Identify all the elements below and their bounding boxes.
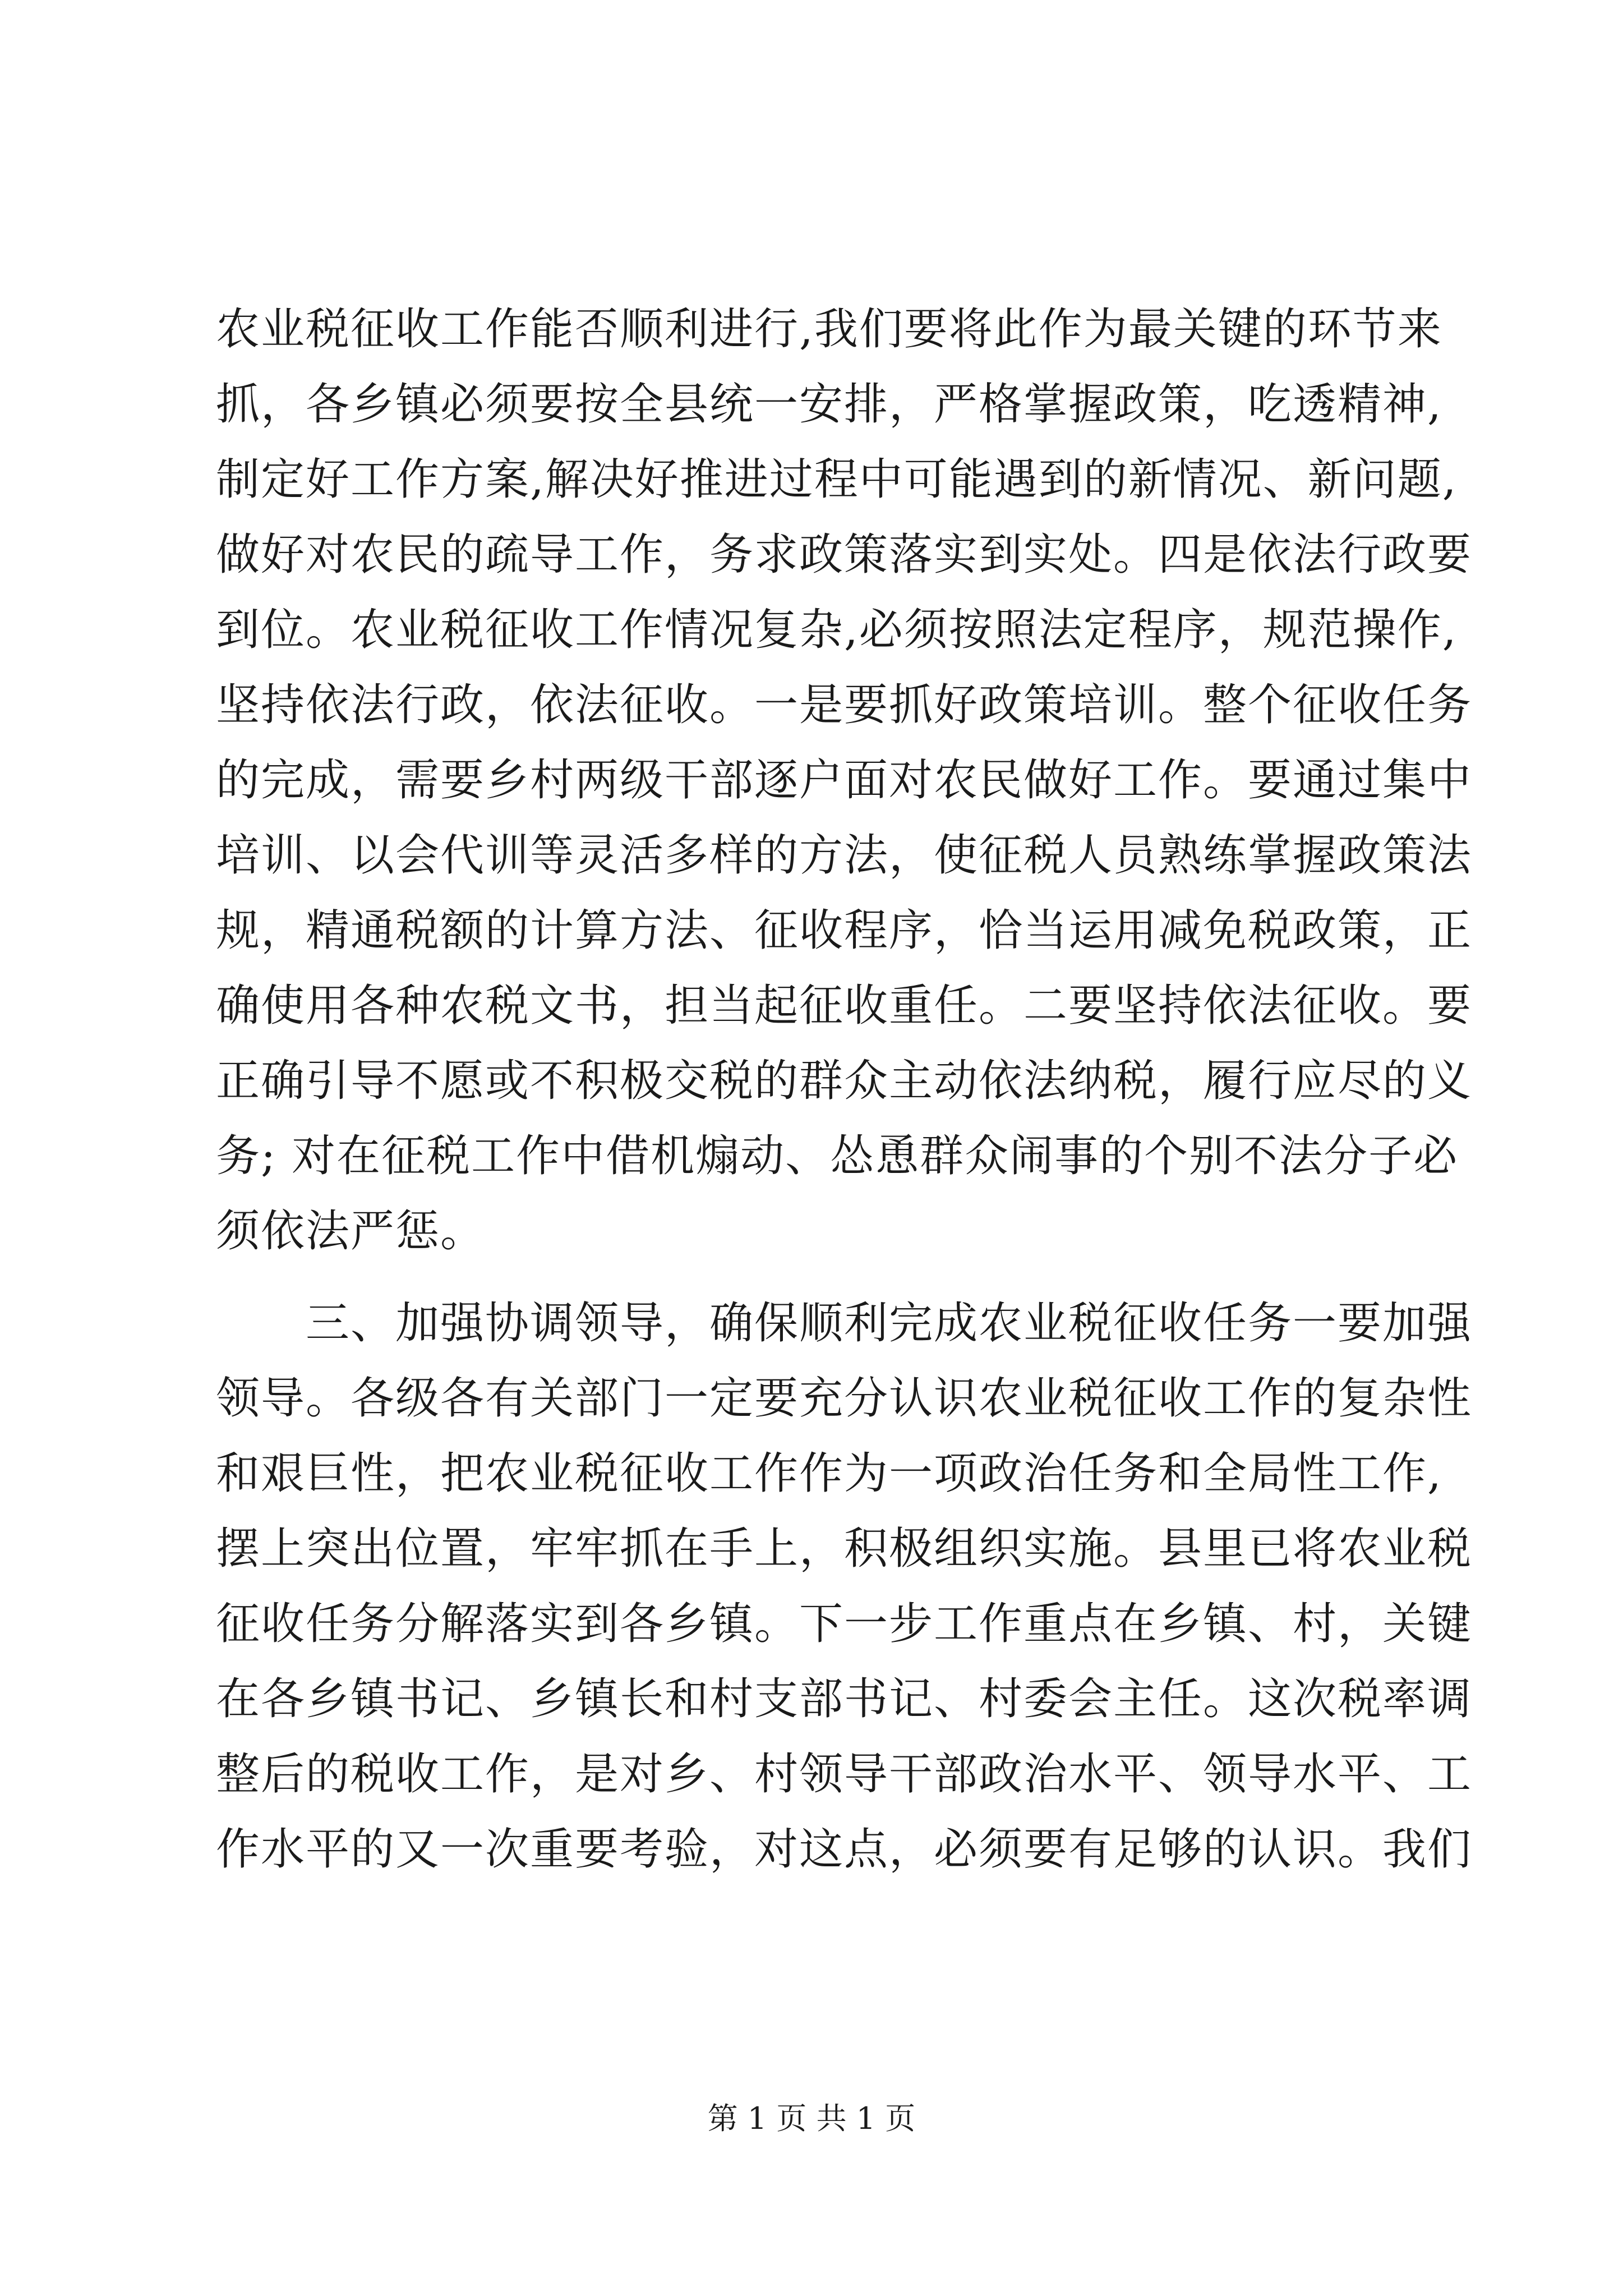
text-line: 和艰巨性，把农业税征收工作作为一项政治任务和全局性工作,: [216, 1448, 1442, 1499]
text-line: 培训、以会代训等灵活多样的方法，使征税人员熟练掌握政策法: [216, 830, 1473, 881]
text-line: 抓，各乡镇必须要按全县统一安排，严格掌握政策，吃透精神,: [216, 379, 1442, 430]
text-line: 制定好工作方案,解决好推进过程中可能遇到的新情况、新问题,: [216, 454, 1458, 505]
text-line: 的完成，需要乡村两级干部逐户面对农民做好工作。要通过集中: [216, 755, 1473, 806]
page-number-footer: 第 1 页 共 1 页: [707, 2101, 916, 2136]
document-body: [216, 292, 1473, 1887]
text-line: 农业税征收工作能否顺利进行,我们要将此作为最关键的环节来: [216, 304, 1442, 355]
text-line: 正确引导不愿或不积极交税的群众主动依法纳税，履行应尽的义: [216, 1056, 1473, 1106]
text-line: 做好对农民的疏导工作，务求政策落实到实处。四是依法行政要: [216, 530, 1473, 580]
paragraph-gap: [216, 1269, 1422, 1286]
text-line: 摆上突出位置，牢牢抓在手上，积极组织实施。县里已将农业税: [216, 1524, 1473, 1574]
text-line: 整后的税收工作，是对乡、村领导干部政治水平、领导水平、工: [216, 1749, 1473, 1800]
text-line: 坚持依法行政，依法征收。一是要抓好政策培训。整个征收任务: [216, 680, 1473, 730]
text-line: 到位。农业税征收工作情况复杂,必须按照法定程序，规范操作,: [216, 605, 1458, 655]
text-line: 在各乡镇书记、乡镇长和村支部书记、村委会主任。这次税率调: [216, 1674, 1473, 1724]
text-line: 确使用各种农税文书，担当起征收重任。二要坚持依法征收。要: [216, 981, 1473, 1031]
text-line: 作水平的又一次重要考验，对这点，必须要有足够的认识。我们: [216, 1824, 1473, 1875]
paragraph-1: [216, 292, 1473, 1269]
text-line: 须依法严惩。: [216, 1206, 486, 1257]
text-line: 征收任务分解落实到各乡镇。下一步工作重点在乡镇、村，关键: [216, 1599, 1473, 1649]
text-line: 领导。各级各有关部门一定要充分认识农业税征收工作的复杂性: [216, 1373, 1473, 1424]
text-line: 务; 对在征税工作中借机煽动、怂恿群众闹事的个别不法分子必: [216, 1131, 1459, 1181]
paragraph-2: [216, 1286, 1473, 1887]
text-line: 规，精通税额的计算方法、征收程序，恰当运用减免税政策，正: [216, 905, 1473, 956]
text-line: 三、加强协调领导，确保顺利完成农业税征收任务一要加强: [306, 1298, 1473, 1349]
